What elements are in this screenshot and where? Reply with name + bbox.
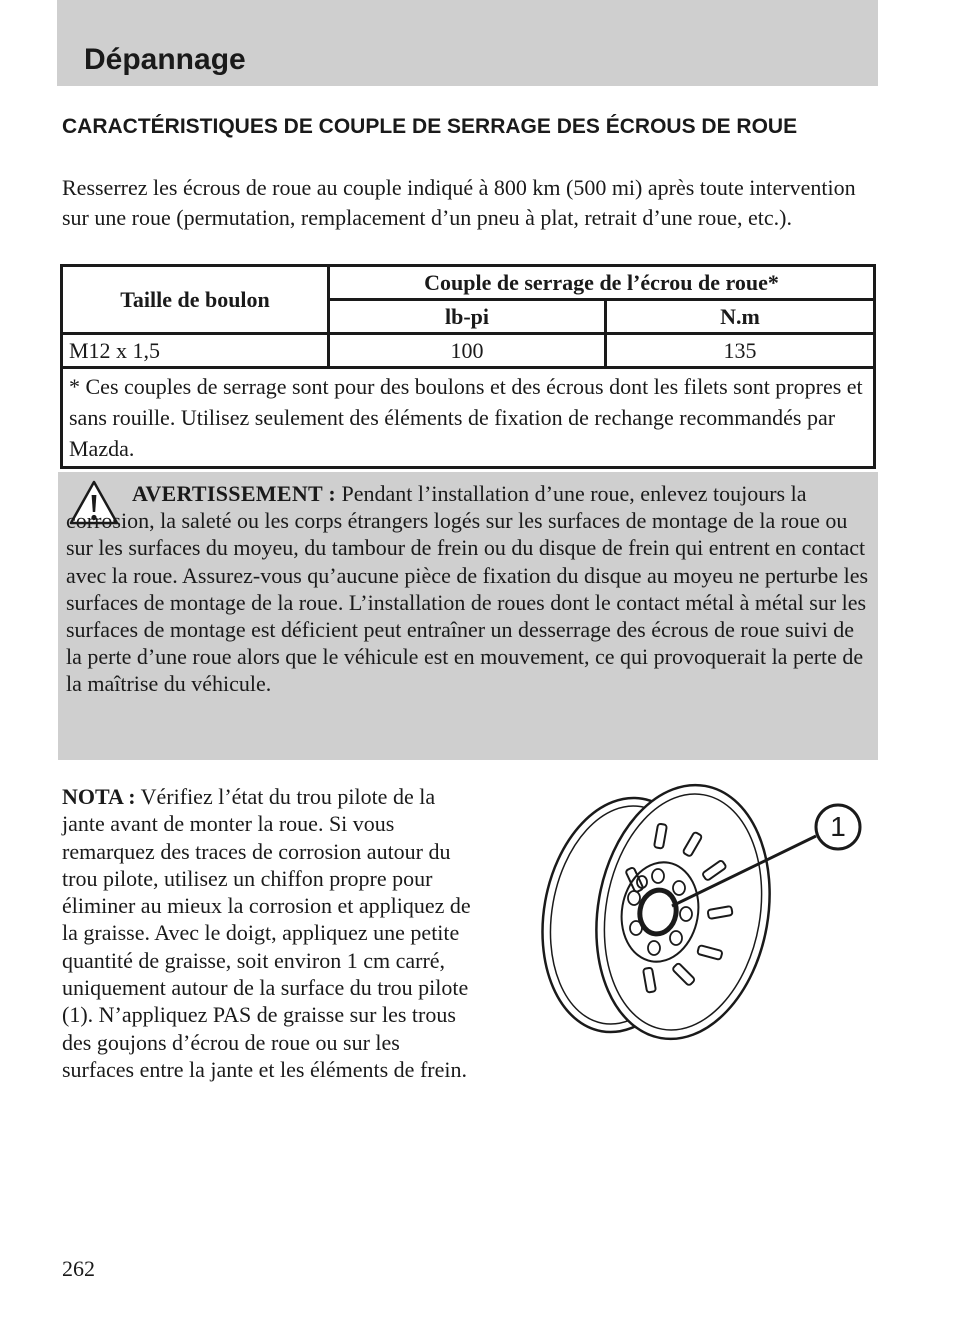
warning-body: Pendant l’installation d’une roue, enlevez toujours la corrosion, la saleté ou les corps étrangers logés sur les surfaces de montage de la roue ou sur les surfaces du moyeu, du tambour de frein ou du disque de frein qui entrent en contact avec la roue. Assurez-vous qu’aucune pièce de fixation du disque au moyeu ne perturbe les surfaces de montage de la roue. L’installation de roues dont le contact métal à métal sur les surfaces de montage est déficient peut entraîner un desserrage des écrous de roue suivi de la perte d’une roue alors que le véhicule est en mouvement, ce qui provoquerait la perte de la maîtrise du véhicule.	[66, 481, 869, 697]
section-title: CARACTÉRISTIQUES DE COUPLE DE SERRAGE DES ÉCROUS DE ROUE	[62, 115, 798, 138]
unit-nm-header: N.m	[606, 300, 875, 334]
table-footnote-row	[62, 368, 875, 468]
warning-text	[66, 480, 870, 698]
table-footnote: * Ces couples de serrage sont pour des boulons et des écrous dont les filets sont propres et sans rouille. Utilisez seulement des éléments de fixation de rechange recommandés par Mazda.	[62, 368, 875, 468]
table-header-row	[62, 266, 875, 300]
note-label: NOTA :	[62, 784, 136, 809]
torque-lbft-cell: 100	[329, 334, 606, 368]
page-number: 262	[62, 1256, 95, 1281]
intro-paragraph: Resserrez les écrous de roue au couple indiqué à 800 km (500 mi) après toute intervention sur une roue (permutation, remplacement d’un pneu à plat, retrait d’une roue, etc.).	[62, 175, 856, 230]
unit-lbft-header: lb-pi	[329, 300, 606, 334]
table-row	[62, 334, 875, 368]
warning-label: AVERTISSEMENT :	[132, 481, 337, 506]
page-title: Dépannage	[84, 43, 246, 76]
torque-nm-cell: 135	[606, 334, 875, 368]
bolt-size-header: Taille de boulon	[62, 266, 329, 334]
torque-header: Couple de serrage de l’écrou de roue*	[329, 266, 875, 300]
torque-table	[60, 264, 876, 469]
bolt-size-cell: M12 x 1,5	[62, 334, 329, 368]
callout-number: 1	[830, 811, 846, 842]
note-body: Vérifiez l’état du trou pilote de la jante avant de monter la roue. Si vous remarquez des traces de corrosion autour du trou pilote, utilisez un chiffon propre pour éliminer au mieux la corrosion et appliquez de la graisse. Avec le doigt, appliquez une petite quantité de graisse, soit environ 1 cm carré, uniquement autour de la surface du trou pilote (1). N’appliquez PAS de graisse sur les trous des goujons d’écrou de roue ou sur les surfaces entre la jante et les éléments de frein.	[62, 784, 471, 1082]
